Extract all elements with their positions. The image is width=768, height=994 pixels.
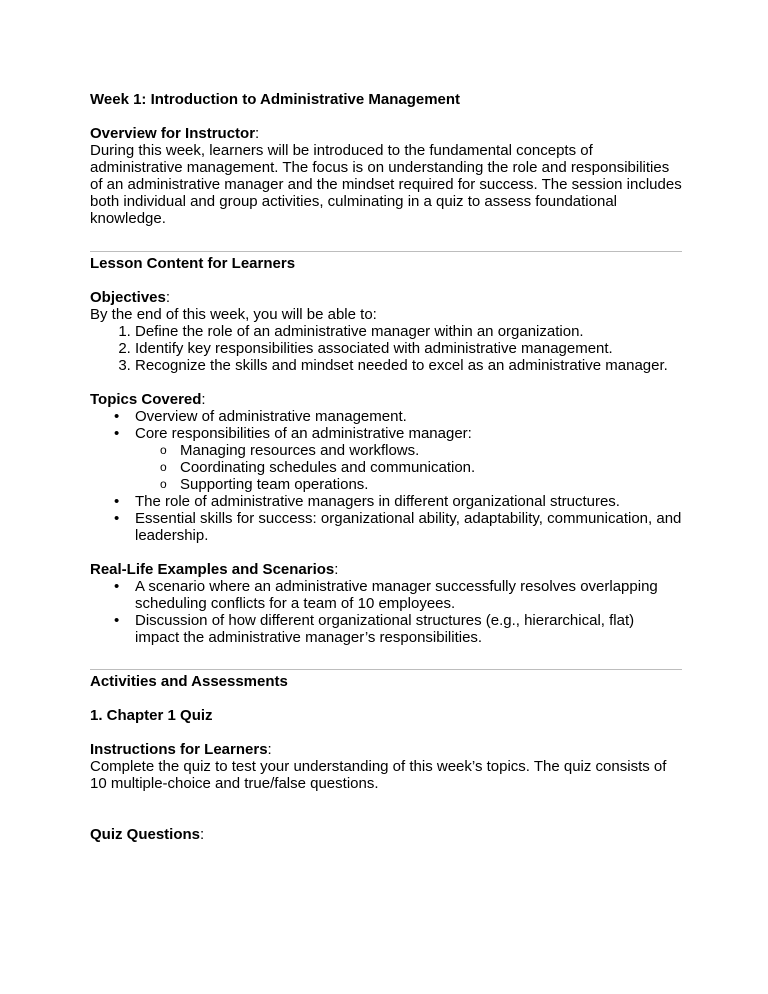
objective-item: 2. Identify key responsibilities associated with administrative management.	[135, 340, 682, 357]
document-page	[90, 91, 682, 843]
quiz-questions-heading: Quiz Questions	[90, 826, 201, 843]
topic-item: • Overview of administrative management.	[135, 408, 682, 425]
overview-colon: :	[255, 125, 260, 142]
topic-sub-item: o Supporting team operations.	[180, 476, 682, 493]
objective-item: 1. Define the role of an administrative manager within an organization.	[135, 323, 682, 340]
overview-text: During this week, learners will be introduced to the fundamental concepts of administrative management. The focus is on understanding the role and responsibilities of an administrative manager and the mindset required for success. The session includes both individual and group activities, culminating in a quiz to assess foundational knowledge.	[90, 142, 682, 227]
examples-colon: :	[334, 561, 339, 578]
instructions-heading: Instructions for Learners	[90, 741, 268, 758]
topic-sub-item: o Managing resources and workflows.	[180, 442, 682, 459]
topic-item: • Essential skills for success: organizational ability, adaptability, communication, and leadership.	[135, 510, 682, 544]
example-item: • A scenario where an administrative manager successfully resolves overlapping scheduling conflicts for a team of 10 employees.	[135, 578, 682, 612]
examples-heading: Real-Life Examples and Scenarios	[90, 561, 335, 578]
topics-colon: :	[201, 391, 206, 408]
objectives-heading: Objectives	[90, 289, 166, 306]
instructions-colon: :	[267, 741, 272, 758]
topic-item	[135, 425, 682, 493]
topic-item: • The role of administrative managers in different organizational structures.	[135, 493, 682, 510]
topics-heading-line	[90, 391, 682, 408]
example-item: • Discussion of how different organizational structures (e.g., hierarchical, flat) impact the administrative manager’s responsibilities.	[135, 612, 682, 646]
quiz-questions-heading-line	[90, 826, 682, 843]
objectives-intro: By the end of this week, you will be able to:	[90, 306, 377, 323]
objectives-list	[90, 323, 682, 374]
examples-heading-line	[90, 561, 682, 578]
objective-item: 3. Recognize the skills and mindset needed to excel as an administrative manager.	[135, 357, 682, 374]
overview-heading: Overview for Instructor	[90, 125, 256, 142]
topic-item-text: Core responsibilities of an administrative manager:	[135, 425, 472, 442]
week-title: Week 1: Introduction to Administrative Management	[90, 91, 461, 108]
topic-sub-item: o Coordinating schedules and communication.	[180, 459, 682, 476]
examples-list	[90, 578, 682, 646]
objectives-colon: :	[165, 289, 171, 306]
activities-heading: Activities and Assessments	[90, 673, 288, 690]
topics-list	[90, 408, 682, 544]
overview-heading-line	[90, 125, 682, 142]
topic-sub-list	[135, 442, 682, 493]
topics-heading: Topics Covered	[90, 391, 202, 408]
lesson-content-heading: Lesson Content for Learners	[90, 255, 296, 272]
objectives-heading-line	[90, 289, 682, 306]
instructions-heading-line	[90, 741, 682, 758]
quiz-questions-colon: :	[200, 826, 205, 843]
instructions-text: Complete the quiz to test your understanding of this week’s topics. The quiz consists of 10 multiple-choice and true/false questions.	[90, 758, 667, 792]
quiz-heading: 1. Chapter 1 Quiz	[90, 707, 213, 724]
